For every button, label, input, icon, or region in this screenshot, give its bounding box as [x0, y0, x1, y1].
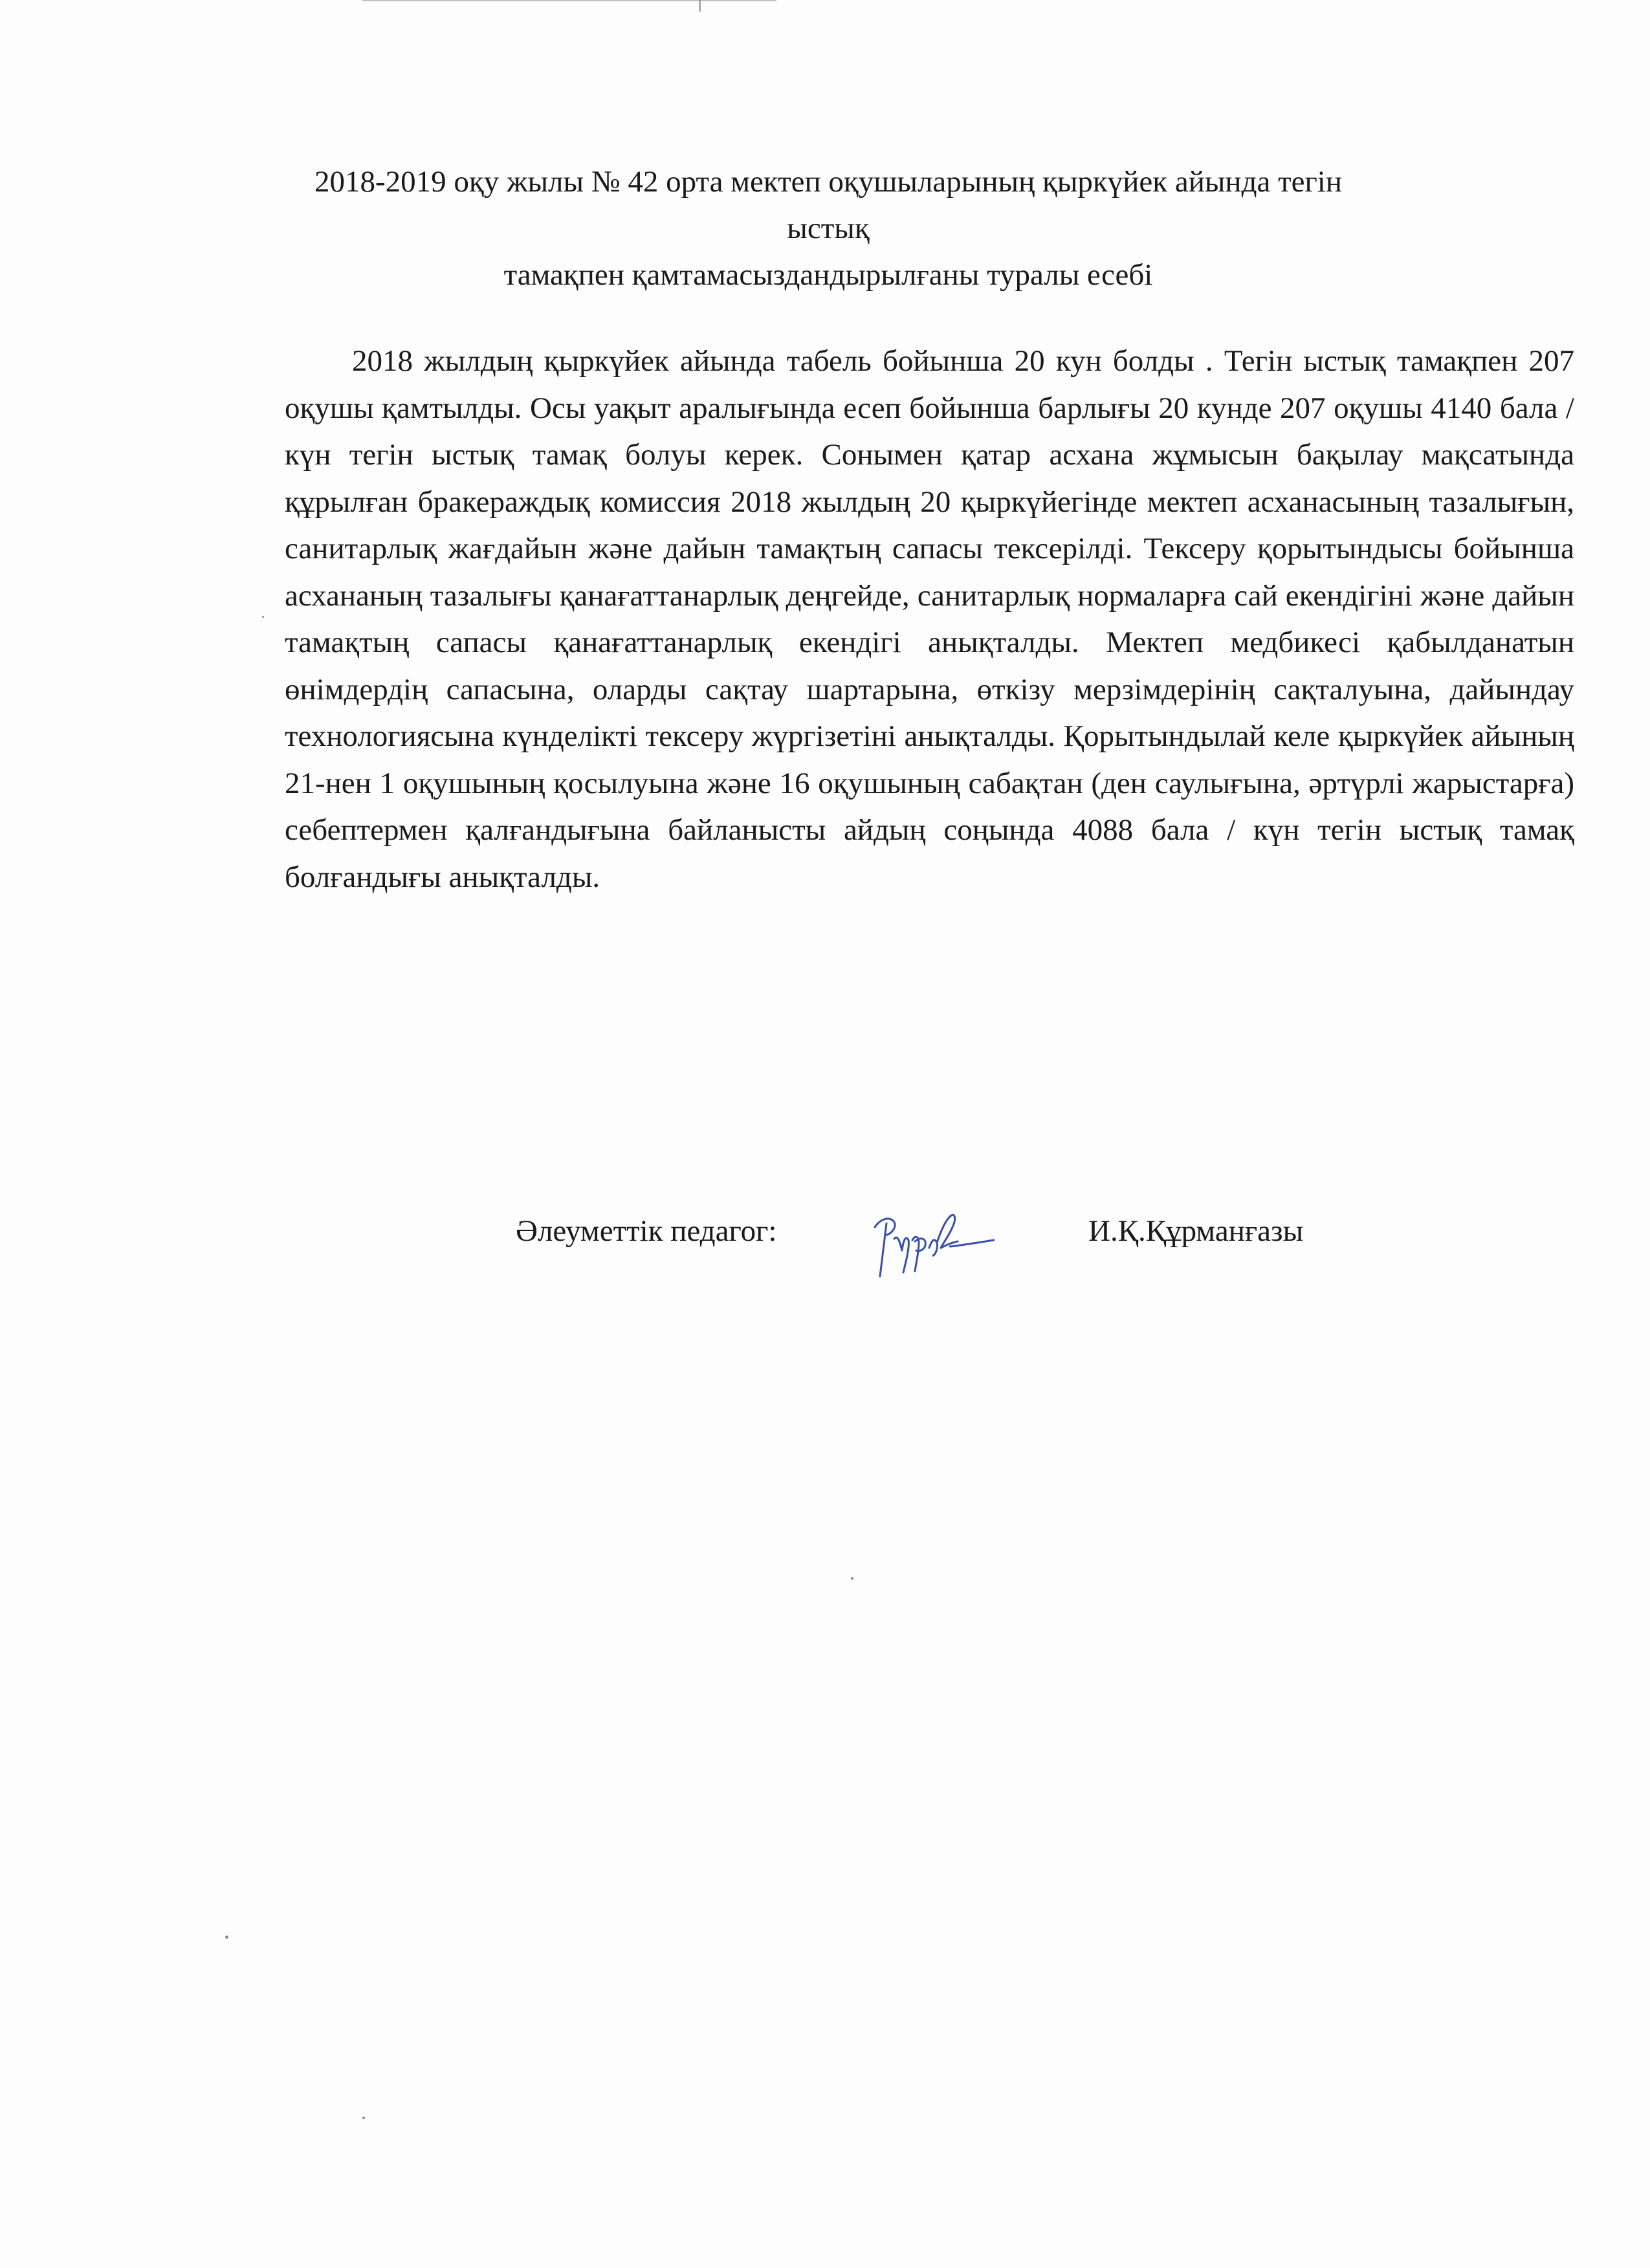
scan-edge-mark	[362, 0, 776, 4]
report-paragraph-text: 2018 жылдың қыркүйек айында табель бойынша 20 кун болды . Тегін ыстық тамақпен 207 оқушы қамтылды. Осы уақыт аралығында есеп бойынша барлығы 20 кунде 207 оқушы 4140 бала / күн тегін ыстық тамақ болуы керек. Сонымен қатар асхана жұмысын бақылау мақсатында құрылған бракераждық комиссия 2018 жылдың 20 қыркүйегінде мектеп асханасының тазалығын, санитарлық жағдайын және дайын тамақтың сапасы тексерілді. Тексеру қорытындысы бойынша асхананың тазалығы қанағаттанарлық деңгейде, санитарлық нормаларға сай екендігіні және дайын тамақтың сапасы қанағаттанарлық екендігі анықталды. Мектеп медбикесі қабылданатын өнімдердің сапасына, оларды сақтау шартарына, өткізу мерзімдерінің сақталуына, дайындау технологиясына күнделікті тексеру жүргізетіні анықталды. Қорытындылай келе қыркүйек айының 21-нен 1 оқушының қосылуына және 16 оқушының сабақтан (ден саулығына, әртүрлі жарыстарға) себептермен қалғандығына байланысты айдың соңында 4088 бала / күн тегін ыстық тамақ болғандығы анықталды.	[285, 344, 1574, 894]
title-line-1: 2018-2019 оқу жылы № 42 орта мектеп оқушыларының қыркүйек айында тегін ыстық	[314, 165, 1343, 245]
scan-speck	[262, 616, 264, 618]
scan-edge-tick	[699, 0, 701, 12]
scan-speck	[851, 1577, 853, 1580]
title-line-2: тамақпен қамтамасыздандырылғаны туралы есебі	[503, 258, 1153, 292]
scan-speck	[362, 2117, 365, 2119]
handwritten-signature	[861, 1200, 1016, 1291]
scan-speck	[225, 1935, 228, 1939]
signer-name: И.Қ.Құрманғазы	[1088, 1214, 1304, 1248]
report-paragraph	[285, 338, 1574, 900]
signature-block	[0, 1200, 1650, 1291]
signer-role: Әлеуметтік педагог:	[516, 1214, 777, 1248]
document-title	[298, 158, 1359, 298]
